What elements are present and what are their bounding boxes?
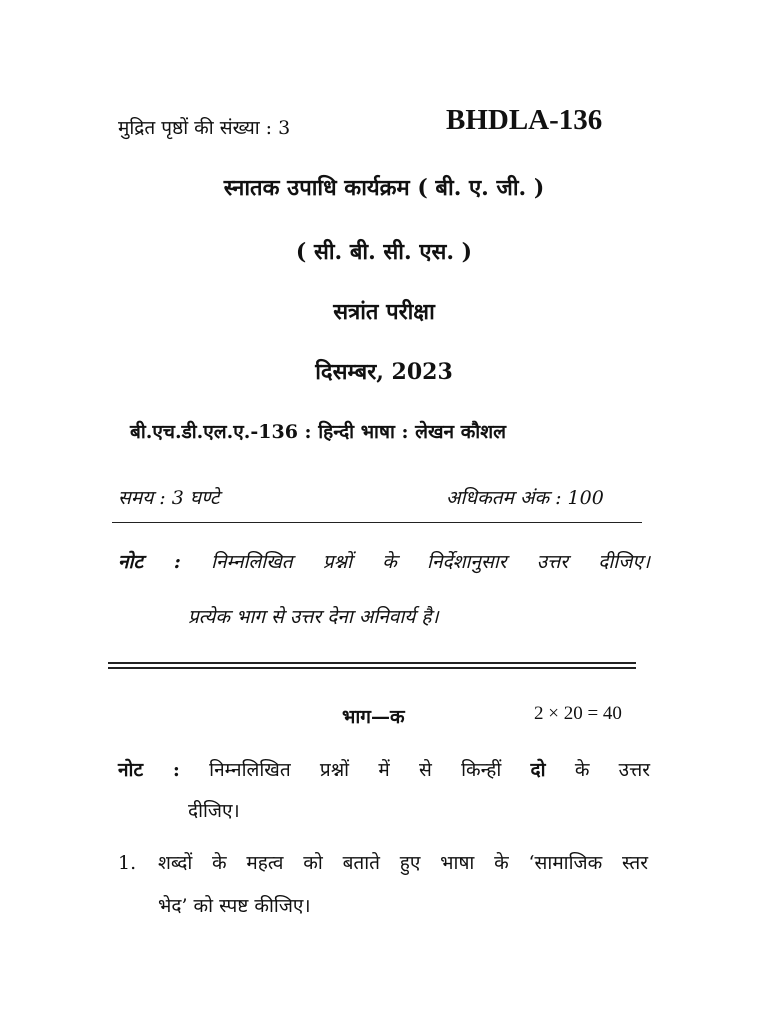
- part-a-note: [118, 756, 650, 782]
- double-divider-bottom: [108, 667, 636, 669]
- general-note: [118, 548, 650, 574]
- part-a-marks: 2 × 20 = 40: [534, 703, 622, 724]
- part-a-title: भाग—क: [342, 706, 405, 728]
- time-allowed: समय : 3 घण्टे: [118, 487, 220, 509]
- question-1: [118, 849, 650, 875]
- double-divider-top: [108, 662, 636, 664]
- note-text: निम्नलिखित प्रश्नों में से किन्हीं: [209, 759, 502, 781]
- note-emphasis: दो: [530, 759, 546, 781]
- paper-code: BHDLA-136: [446, 104, 603, 136]
- programme-title: स्नातक उपाधि कार्यक्रम ( बी. ए. जी. ): [223, 175, 545, 201]
- question-1-line2: भेद’ को स्पष्ट कीजिए।: [158, 895, 311, 917]
- question-text: शब्दों के महत्व को बताते हुए भाषा के ‘सामाजिक स्तर: [158, 852, 648, 874]
- exam-title: सत्रांत परीक्षा: [333, 299, 435, 325]
- question-number: 1.: [118, 852, 137, 874]
- note-label: नोट :: [118, 551, 181, 573]
- printed-pages-count: मुद्रित पृष्ठों की संख्या : 3: [118, 117, 291, 139]
- note-text: निम्नलिखित प्रश्नों के निर्देशानुसार उत्तर दीजिए।: [211, 551, 651, 573]
- divider-line: [112, 522, 642, 523]
- cbcs-label: ( सी. बी. सी. एस. ): [295, 239, 473, 265]
- part-a-note-line2: दीजिए।: [188, 800, 240, 822]
- exam-date: दिसम्बर, 2023: [315, 359, 453, 385]
- course-title: बी.एच.डी.एल.ए.-136 : हिन्दी भाषा : लेखन कौशल: [130, 421, 507, 443]
- note-label: नोट :: [118, 759, 180, 781]
- general-note-line2: प्रत्येक भाग से उत्तर देना अनिवार्य है।: [188, 606, 439, 628]
- maximum-marks: अधिकतम अंक : 100: [446, 487, 604, 509]
- note-text-end: के उत्तर: [574, 759, 650, 781]
